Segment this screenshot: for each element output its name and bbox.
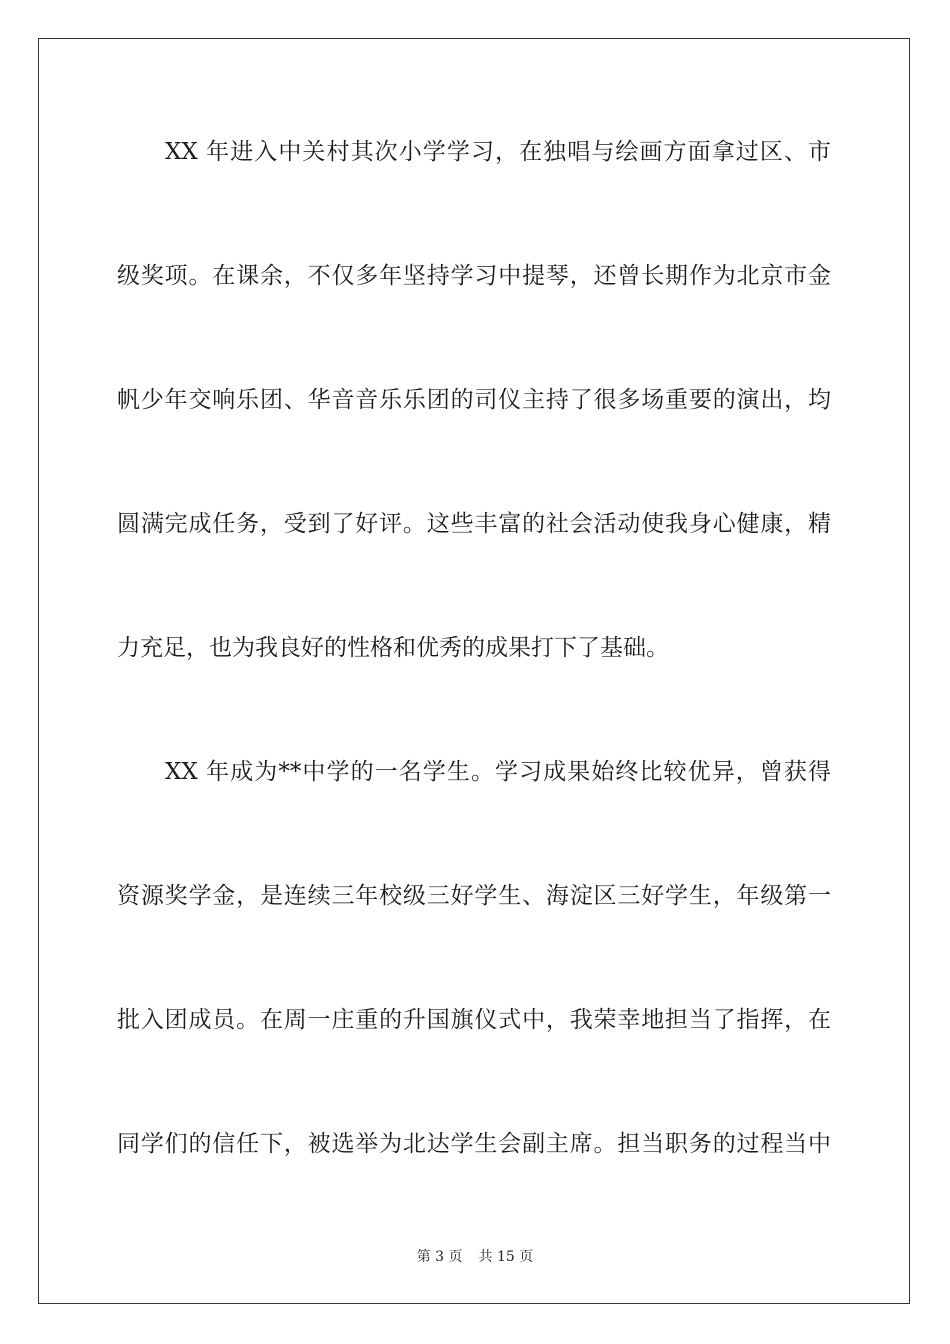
text-line: XX 年成为**中学的一名学生。学习成果始终比较优异，曾获得 bbox=[165, 759, 831, 785]
text-line: 资源奖学金，是连续三年校级三好学生、海淀区三好学生，年级第一 bbox=[117, 883, 831, 909]
page-border bbox=[38, 38, 910, 1304]
page-footer bbox=[0, 1247, 950, 1267]
text-line: 帆少年交响乐团、华音音乐乐团的司仪主持了很多场重要的演出，均 bbox=[117, 387, 831, 413]
text-line: 级奖项。在课余，不仅多年坚持学习中提琴，还曾长期作为北京市金 bbox=[117, 263, 831, 289]
text-line: 力充足，也为我良好的性格和优秀的成果打下了基础。 bbox=[117, 635, 669, 661]
text-line: 同学们的信任下，被选举为北达学生会副主席。担当职务的过程当中 bbox=[117, 1131, 831, 1157]
text-line: 批入团成员。在周一庄重的升国旗仪式中，我荣幸地担当了指挥，在 bbox=[117, 1007, 831, 1033]
page-number: 第 3 页 bbox=[416, 1249, 463, 1265]
text-line: 圆满完成任务，受到了好评。这些丰富的社会活动使我身心健康，精 bbox=[117, 511, 831, 537]
page-total: 共 15 页 bbox=[478, 1249, 534, 1265]
text-line: XX 年进入中关村其次小学学习，在独唱与绘画方面拿过区、市 bbox=[165, 139, 831, 165]
